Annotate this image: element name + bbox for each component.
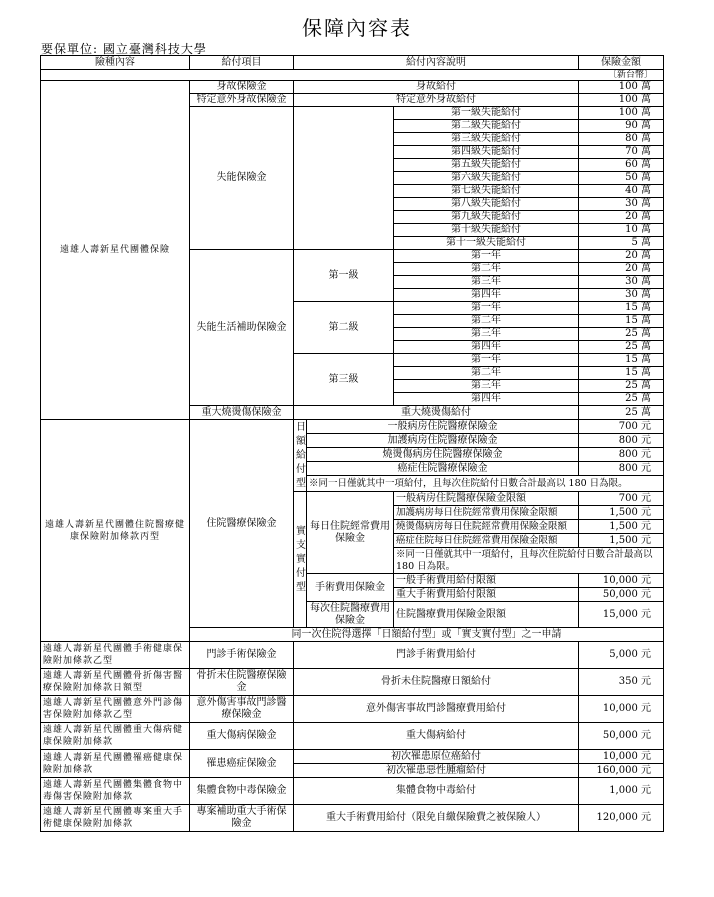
daily-type-label: 日額給付型 <box>294 420 307 492</box>
table-cell: 初次罹患原位癌給付 <box>294 750 579 764</box>
amount: 30 萬 <box>579 289 664 302</box>
table-cell: 第二級失能給付 <box>394 120 579 133</box>
table-cell: 癌症住院醫療保險金 <box>307 462 579 476</box>
plan-name: 遠雄人壽新星代團體骨折傷害醫療保險附加條款日額型 <box>41 669 190 696</box>
amount: 25 萬 <box>579 341 664 354</box>
item-death: 身故保險金 <box>190 81 294 94</box>
table-cell: 第三級失能給付 <box>394 133 579 146</box>
table-cell: 第十一級失能給付 <box>394 237 579 250</box>
amount: 25 萬 <box>579 380 664 393</box>
table-cell: 加護病房住院醫療保險金 <box>307 434 579 448</box>
table-row <box>41 70 664 81</box>
table-cell: 第九級失能給付 <box>394 211 579 224</box>
amount: 100 萬 <box>579 81 664 94</box>
plan-name: 遠雄人壽新星代團體手術健康保險附加條款乙型 <box>41 642 190 669</box>
page-title: 保障內容表 <box>302 16 412 40</box>
amount: 20 萬 <box>579 211 664 224</box>
amount: 350 元 <box>579 669 664 696</box>
care-level: 第一級 <box>294 250 394 302</box>
table-cell: 一般手術費用給付限額 <box>394 574 579 588</box>
table-cell: 骨折未住院醫療日額給付 <box>294 669 579 696</box>
insured-unit: 要保單位: 國立臺灣科技大學 <box>41 42 207 56</box>
table-cell: 住院醫療費用保險金限額 <box>394 602 579 628</box>
plan-name: 遠雄人壽新星代團體罹癌健康保險附加條款 <box>41 750 190 778</box>
amount: 700 元 <box>579 492 664 506</box>
table-cell: 第三年 <box>394 328 579 341</box>
table-cell: 第一年 <box>394 302 579 315</box>
benefit-item: 門診手術保險金 <box>190 642 294 669</box>
table-cell: 第二年 <box>394 315 579 328</box>
amount: 10 萬 <box>579 224 664 237</box>
table-cell: 第四級失能給付 <box>394 146 579 159</box>
table-cell: 門診手術費用給付 <box>294 642 579 669</box>
amount: 100 萬 <box>579 94 664 107</box>
amount: 40 萬 <box>579 185 664 198</box>
item-hospital: 住院醫療保險金 <box>190 420 294 628</box>
amount: 20 萬 <box>579 263 664 276</box>
table-cell: 第四年 <box>394 341 579 354</box>
table-cell: 第四年 <box>394 393 579 406</box>
plan-name: 遠雄人壽新星代團體集體食物中毒傷害保險附加條款 <box>41 778 190 805</box>
header-desc: 給付內容說明 <box>294 56 579 70</box>
actual-note: ※同一日僅就其中一項給付，且每次住院給付日數合計最高以 180 日為限。 <box>394 548 664 574</box>
care-level: 第三級 <box>294 354 394 406</box>
table-cell: 身故給付 <box>294 81 579 94</box>
amount: 160,000 元 <box>579 764 664 778</box>
table-row <box>41 56 664 70</box>
amount: 20 萬 <box>579 250 664 263</box>
table-cell: 特定意外身故給付 <box>294 94 579 107</box>
amount: 15 萬 <box>579 354 664 367</box>
amount: 25 萬 <box>579 328 664 341</box>
table-cell: 第三年 <box>394 276 579 289</box>
table-row <box>41 420 664 434</box>
benefit-item: 意外傷害事故門診醫療保險金 <box>190 696 294 723</box>
table-cell: 第一年 <box>394 354 579 367</box>
table-cell: 第八級失能給付 <box>394 198 579 211</box>
table-cell: 燒燙傷病房每日住院經常費用保險金限額 <box>394 520 579 534</box>
amount: 700 元 <box>579 420 664 434</box>
table-row <box>41 805 664 832</box>
coverage-table <box>40 55 664 832</box>
plan-name: 遠雄人壽新星代團體保險 <box>41 81 190 420</box>
table-cell: 重大傷病給付 <box>294 723 579 750</box>
benefit-item: 專案補助重大手術保險金 <box>190 805 294 832</box>
amount: 15 萬 <box>579 315 664 328</box>
table-cell: 第二年 <box>394 263 579 276</box>
table-cell: 第十級失能給付 <box>394 224 579 237</box>
amount: 10,000 元 <box>579 750 664 764</box>
table-cell: 第六級失能給付 <box>394 172 579 185</box>
amount: 800 元 <box>579 448 664 462</box>
amount: 70 萬 <box>579 146 664 159</box>
amount: 10,000 元 <box>579 574 664 588</box>
item-living-aid: 失能生活補助保險金 <box>190 250 294 406</box>
plan-name: 遠雄人壽新星代團體住院醫療健康保險附加條款丙型 <box>41 420 190 642</box>
surgery-label: 手術費用保險金 <box>307 574 394 602</box>
table-cell: 一般病房住院醫療保險金 <box>307 420 579 434</box>
plan-name: 遠雄人壽新星代團體專案重大手術健康保險附加條款 <box>41 805 190 832</box>
table-cell: 第七級失能給付 <box>394 185 579 198</box>
table-row <box>41 778 664 805</box>
header-sub: 〔新台幣〕 <box>41 70 664 81</box>
table-cell: 集體食物中毒給付 <box>294 778 579 805</box>
amount: 1,500 元 <box>579 520 664 534</box>
benefit-item: 骨折未住院醫療保險金 <box>190 669 294 696</box>
table-cell: 第五級失能給付 <box>394 159 579 172</box>
table-cell: 第一級失能給付 <box>394 107 579 120</box>
header-amount: 保險金額 <box>579 56 664 70</box>
plan-name: 遠雄人壽新星代團體意外門診傷害保險附加條款乙型 <box>41 696 190 723</box>
table-cell: 燒燙傷病房住院醫療保險金 <box>307 448 579 462</box>
table-cell: 第三年 <box>394 380 579 393</box>
care-level: 第二級 <box>294 302 394 354</box>
perstay-label: 每次住院醫療費用保險金 <box>307 602 394 628</box>
table-row <box>41 81 664 94</box>
table-cell: 重大手術費用給付限額 <box>394 588 579 602</box>
amount: 1,000 元 <box>579 778 664 805</box>
table-cell: 第一年 <box>394 250 579 263</box>
table-cell: 第四年 <box>394 289 579 302</box>
amount: 50,000 元 <box>579 588 664 602</box>
benefit-item: 重大傷病保險金 <box>190 723 294 750</box>
plan-name: 遠雄人壽新星代團體重大傷病健康保險附加條款 <box>41 723 190 750</box>
amount: 50,000 元 <box>579 723 664 750</box>
amount: 30 萬 <box>579 276 664 289</box>
table-cell: 意外傷害事故門診醫療費用給付 <box>294 696 579 723</box>
table-cell <box>294 107 394 250</box>
header-item: 給付項目 <box>190 56 294 70</box>
item-disability: 失能保險金 <box>190 107 294 250</box>
table-cell: 重大手術費用給付（限免自繳保險費之被保險人） <box>294 805 579 832</box>
table-cell: 一般病房住院醫療保險金限額 <box>394 492 579 506</box>
choice-note: 同一次住院得選擇「日額給付型」或「實支實付型」之一申請 <box>190 628 664 642</box>
amount: 50 萬 <box>579 172 664 185</box>
amount: 15 萬 <box>579 302 664 315</box>
actual-daily-label: 每日住院經常費用保險金 <box>307 492 394 574</box>
table-cell: 重大燒燙傷給付 <box>294 406 579 420</box>
amount: 60 萬 <box>579 159 664 172</box>
amount: 120,000 元 <box>579 805 664 832</box>
amount: 25 萬 <box>579 393 664 406</box>
amount: 800 元 <box>579 462 664 476</box>
header-plan: 險種內容 <box>41 56 190 70</box>
table-row <box>41 696 664 723</box>
table-cell: 癌症住院每日住院經常費用保險金限額 <box>394 534 579 548</box>
table-cell: 初次罹患惡性腫瘤給付 <box>294 764 579 778</box>
item-accident: 特定意外身故保險金 <box>190 94 294 107</box>
amount: 1,500 元 <box>579 534 664 548</box>
table-row <box>41 642 664 669</box>
table-cell: 第二年 <box>394 367 579 380</box>
daily-note: ※同一日僅就其中一項給付，且每次住院給付日數合計最高以 180 日為限。 <box>307 476 664 492</box>
amount: 30 萬 <box>579 198 664 211</box>
amount: 15,000 元 <box>579 602 664 628</box>
amount: 5,000 元 <box>579 642 664 669</box>
amount: 80 萬 <box>579 133 664 146</box>
benefit-item: 集體食物中毒保險金 <box>190 778 294 805</box>
table-cell: 加護病房每日住院經常費用保險金限額 <box>394 506 579 520</box>
item-burn: 重大燒燙傷保險金 <box>190 406 294 420</box>
amount: 5 萬 <box>579 237 664 250</box>
amount: 1,500 元 <box>579 506 664 520</box>
table-row <box>41 723 664 750</box>
actual-type-label: 實支實付型 <box>294 492 307 628</box>
amount: 90 萬 <box>579 120 664 133</box>
amount: 100 萬 <box>579 107 664 120</box>
benefit-item: 罹患癌症保險金 <box>190 750 294 778</box>
table-row <box>41 750 664 764</box>
amount: 15 萬 <box>579 367 664 380</box>
amount: 800 元 <box>579 434 664 448</box>
table-row <box>41 669 664 696</box>
amount: 10,000 元 <box>579 696 664 723</box>
amount: 25 萬 <box>579 406 664 420</box>
